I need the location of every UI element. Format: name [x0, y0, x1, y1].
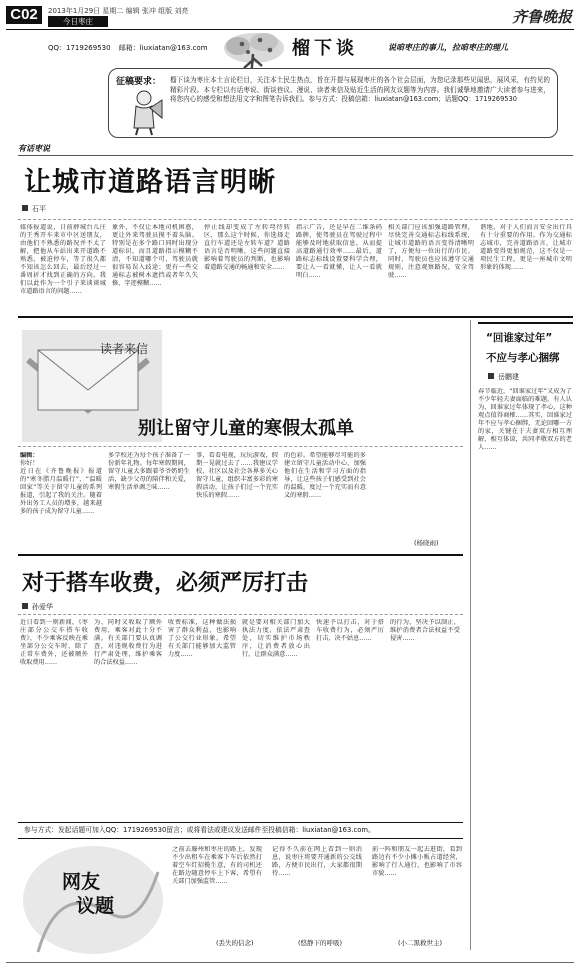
article3-byline: [22, 602, 53, 612]
tag-youhua-zaoshuo: 有话枣说: [18, 144, 50, 153]
brand-logo: 齐鲁晚报: [512, 10, 573, 26]
article3-col3: 收费标准，这种做法损害了群众利益，也影响了公交行业形象。希望有关部门能够加大监管力度……: [168, 619, 236, 658]
participation-notice: 参与方式：发起话题可加入QQ：1719269530留言；或将看法或建议发送邮件至投稿信箱：liuxiatan@163.com。: [24, 826, 375, 834]
call-heading: 征稿要求：: [116, 77, 162, 87]
date: 2013年1月29日: [48, 7, 101, 15]
article2-col1-text: 近日在《齐鲁晚报》报道的“寒冬腊月温暖行”、“温暖回家”等关于留守儿童的系列报道，引起了我的关注。随着外出务工人员的增多，越来越多的孩子成为留守儿童……: [20, 468, 102, 515]
netizen-col1: 之前去滕州和枣庄的路上，发现不少出租车在乘客下车后依然打着空车灯招揽生意，有的司机还在路边随意停车上下客，希望有关部门加强监管……: [172, 846, 262, 885]
weekday: 星期二: [102, 7, 124, 15]
sidebar-quote-title: “回谁家过年”: [486, 332, 553, 344]
call-body: 榴下谈为枣庄本土言论栏目，关注本土民生热点，旨在开提与展现枣庄的各个社会层面，为您记录那些见闻思，展风采，有约见的精彩片段。本专栏以有话枣说、街谈巷议、漫说、读者来信及贴近生活的网友议题等为内容。我们诚挚地邀请广大读者参与进来，将您内心的感受和想法用文字和图笔告诉我们。参与方式：投稿信箱：liuxiatan@163.com；话题QQ：1719269530: [170, 76, 550, 103]
article1-col4: 指示广告，还是早在二维条码路牌，使驾驶员在驾驶过程中能够及时地获取信息，从而提高道路通行效率……最后，道路标志标线设置要科学合理，要让人一看就懂，让人一看就明白……: [296, 224, 382, 279]
article2-title: 别让留守儿童的寒假太孤单: [138, 418, 354, 439]
article2-col3: 事，看看电视，玩玩游戏，假期一晃就过去了……我建议学校、社区以及社会各界多关心留守儿童，组织丰富多彩的寒假活动，让孩子们过一个充实快乐的寒假……: [196, 452, 278, 499]
section-label: 今日枣庄: [48, 16, 108, 27]
article3-col5: 快速予以打击，对于搭车收费行为，必须严厉打击，决不姑息……: [316, 619, 384, 642]
sidebar-title: 不应与孝心捆绑: [486, 352, 560, 364]
article2-col4: 的色彩。希望能够尽可能的多建立留守儿童活动中心，加强他们在生活和学习方面的指导，让这些孩子们感受到社会的温暖，度过一个充实而有意义的寒假……: [284, 452, 366, 499]
netizen-topic-title-line2: 议题: [76, 895, 115, 917]
netizen-col3: 前一阵和朋友一起去逛街，看到路边有不少小摊小贩占道经营，影响了行人通行，也影响了市容市貌……: [372, 846, 462, 877]
sidebar-author: 岳鹏建: [498, 373, 519, 381]
netizen-topic-title-line1: 网友: [62, 871, 101, 893]
article1-author: 石平: [32, 205, 46, 213]
article1-col3: 停止线却变成了左转弯待转区，那么这个时候，你选择走直行车道还是左转车道？道路语言是否明晰，这些问题直接影响着驾驶员的判断，也影响着道路交通的畅通和安全……: [204, 224, 290, 271]
article1-col1: 媒体报道说，日前薛城台儿庄的王秀开车来市中区送朋友，由他们不熟悉的路况并不太了解，把他从车站出来开道路不熟悉，被迫停车，等了很久都不知该怎么回去，最后经过一番周折才找到正确的方向。我们以此作为一个引子来谈谈城市道路语言的问题……: [20, 224, 106, 295]
article1-title: 让城市道路语言明晰: [24, 167, 276, 198]
byline-marker-icon: [22, 603, 28, 609]
article1-byline: [22, 204, 46, 214]
article1-col6: 谐地，对于人们而言安全出行具有十分重要的作用。作为交通标志城市，完善道路语言，让城市道路变得更加规范，这不仅是一项民生工程，更是一座城市文明形象的体现……: [480, 224, 572, 271]
contact-email: liuxiatan@163.com: [139, 44, 208, 52]
netizen-topic-title: [62, 870, 114, 918]
contact-qq: QQ：1719269530: [48, 44, 111, 52]
netizen-signature3: (小二黑救世主): [398, 939, 443, 947]
column-slogan: 说咱枣庄的事儿，拉咱枣庄的理儿: [388, 43, 508, 52]
article1-col2: 象外，不仅让本地司机困惑，更让外来驾驶员摸不着头脑。特别是在多个路口同时出现分道标识，而且道路指示模糊不清，不知道哪个可，驾驶员就很容易误入歧途；更有一些交通标志被树木遮挡或者年久失修，字迹模糊……: [112, 224, 198, 287]
byline-marker-icon: [488, 373, 494, 379]
sidebar-byline: [488, 372, 519, 382]
article3-col1: 近日看到一则新闻，《枣庄部分公交车搭车收费》，不少乘客反映在乘坐部分公交车时，除了正常车费外，还被额外收取费用……: [20, 619, 88, 666]
email-label: 邮箱：: [118, 44, 140, 52]
contact-line: [48, 43, 208, 53]
sidebar-body: 春节临近，“回谁家过年”又成为了不少年轻夫妻面临的难题。有人认为，回谁家过年体现了孝心，这种观点值得商榷……其实，回谁家过年不应与孝心捆绑，无论回哪一方的家，关键在于夫妻双方相互理解、相互体谅，共同孝敬双方的老人……: [478, 388, 572, 451]
article2-greeting: 你好！: [20, 460, 39, 467]
article2-editor-label: 编辑：: [20, 452, 39, 459]
reader-letter-tag: 读者来信: [100, 342, 149, 356]
article2-col1: [20, 452, 102, 548]
article3-col4: 就是要对相关部门加大执法力度，依法严肃查处，切实维护市场秩序，让消费者放心出行，让群众满意……: [242, 619, 310, 658]
article2-col2: 多学校还为每个孩子准备了一份新年礼物。每年寒假期间，留守儿童大多跟着爷爷奶奶生活，缺少父母的陪伴和关爱，寒假生活单调乏味……: [108, 452, 190, 491]
article1-col5: 相关部门应该加强道路管理，尽快完善交通标志标线系统，让城市道路的语言变得清晰明了，方便每一位出行的市民。同时，驾驶员也应该遵守交通规则，注意观察路况，安全驾驶……: [388, 224, 474, 279]
article3-col2: 为、同时又收取了额外费用，乘客对此十分不满。有关部门要认真调查，对违规收费行为进行严肃处理，维护乘客的合法权益……: [94, 619, 162, 666]
article2-signature: (杨晓雨): [414, 539, 439, 547]
article3-title: 对于搭车收费，必须严厉打击: [22, 571, 309, 596]
editor: 编辑 张冲: [125, 7, 156, 15]
byline-marker-icon: [22, 205, 28, 211]
netizen-signature1: (丢失的信念): [216, 939, 254, 947]
designer: 组版 刘亮: [158, 7, 189, 15]
page-code: C02: [6, 6, 42, 24]
netizen-col2: 记得不久前在网上看到一则消息，说枣庄将要开通新的公交线路，方便市民出行，大家都很期待……: [272, 846, 362, 877]
issue-date: [48, 6, 188, 16]
column-title: 榴下谈: [292, 38, 358, 59]
article3-col6: 的行为，坚决予以制止，维护消费者合法权益不受侵害……: [390, 619, 460, 642]
netizen-signature2: (悠静下的呼吸): [298, 939, 343, 947]
megaphone-figure-icon: [124, 88, 166, 136]
article3-author: 孙爱华: [32, 603, 53, 611]
